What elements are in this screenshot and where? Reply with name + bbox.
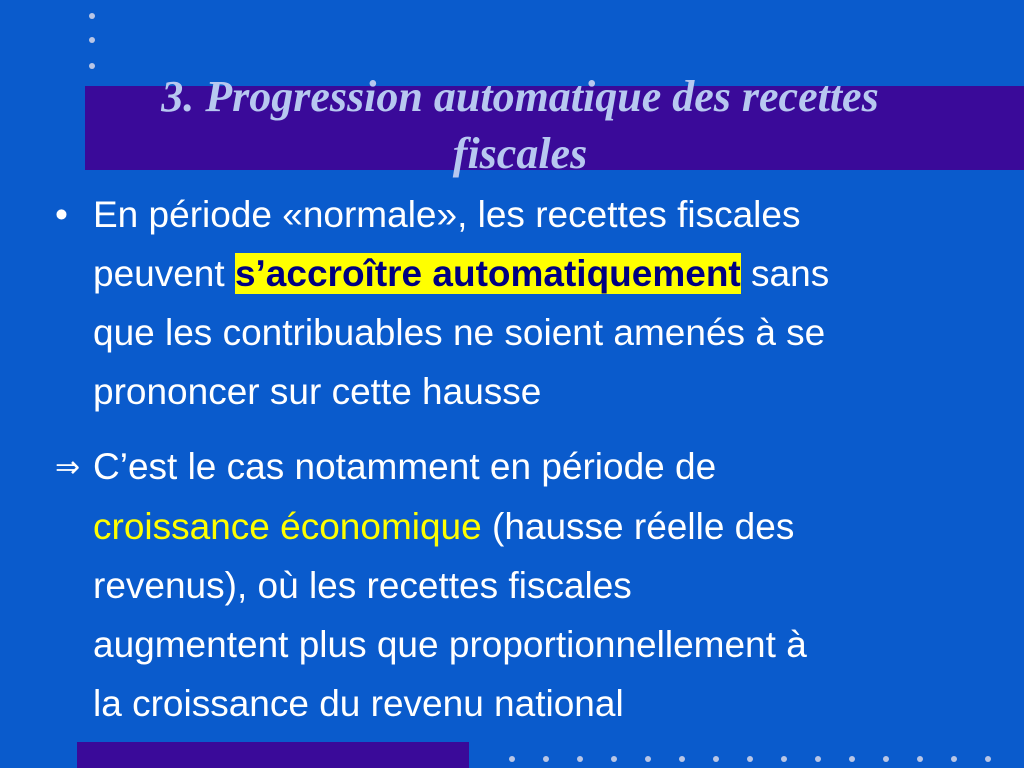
paragraph1-line1: En période «normale», les recettes fiscales — [93, 194, 801, 235]
bullet-paragraph-2 — [55, 437, 1005, 733]
decorative-dot — [645, 756, 651, 762]
bullet-icon: • — [55, 194, 68, 235]
decorative-dot — [849, 756, 855, 762]
slide-title — [60, 68, 980, 182]
paragraph2-line5: la croissance du revenu national — [93, 683, 624, 724]
bullet-paragraph-1 — [55, 185, 1005, 421]
decorative-dot — [89, 13, 95, 19]
paragraph2-line2-after: (hausse réelle des — [481, 506, 795, 547]
paragraph1-line2-after: sans — [740, 253, 830, 294]
decorative-dot — [611, 756, 617, 762]
paragraph2-line3: revenus), où les recettes fiscales — [93, 565, 632, 606]
decorative-dot — [577, 756, 583, 762]
decorative-dot — [747, 756, 753, 762]
paragraph1-line2-before: peuvent — [93, 253, 235, 294]
decorative-dot — [679, 756, 685, 762]
paragraph1-line3: que les contribuables ne soient amenés à se — [93, 312, 826, 353]
slide-title-line1: 3. Progression automatique des recettes — [161, 72, 879, 121]
bottom-band — [77, 742, 469, 768]
paragraph2-line1: C’est le cas notamment en période de — [93, 446, 717, 487]
emphasized-phrase: croissance économique — [93, 506, 482, 547]
decorative-dot — [951, 756, 957, 762]
decorative-dot — [815, 756, 821, 762]
paragraph1-line4: prononcer sur cette hausse — [93, 371, 542, 412]
implies-arrow-icon: ⇒ — [55, 451, 81, 484]
decorative-dot — [713, 756, 719, 762]
decorative-dot — [985, 756, 991, 762]
decorative-dot — [883, 756, 889, 762]
decorative-dot — [917, 756, 923, 762]
highlighted-phrase: s’accroître automatiquement — [234, 253, 741, 294]
decorative-dot — [781, 756, 787, 762]
slide-title-line2: fiscales — [452, 129, 588, 178]
decorative-dot — [543, 756, 549, 762]
decorative-dot — [509, 756, 515, 762]
paragraph2-line4: augmentent plus que proportionnellement à — [93, 624, 807, 665]
decorative-dot — [89, 37, 95, 43]
